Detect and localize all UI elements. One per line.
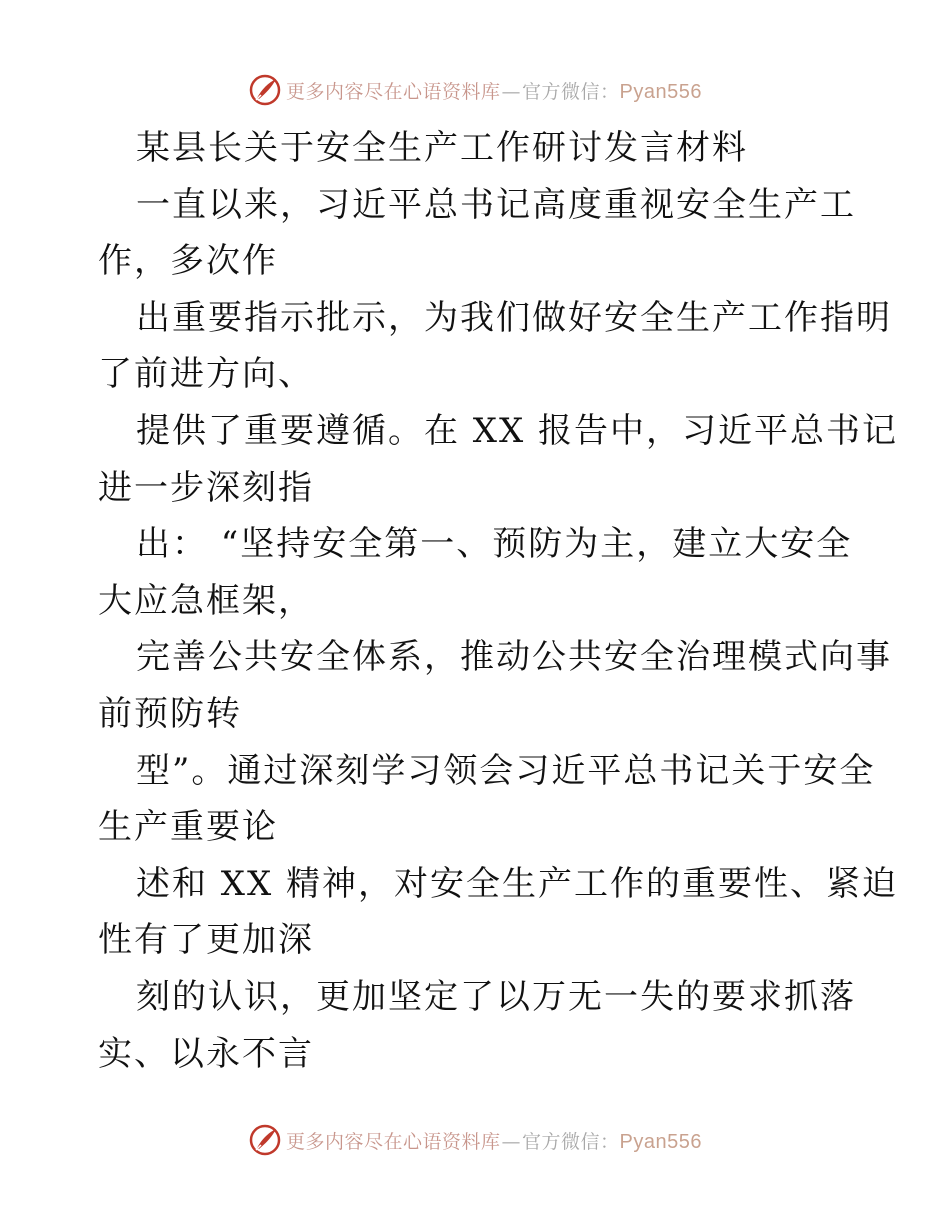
header-banner-separator: — [501,80,522,103]
document-line: 作，多次作 [98,241,278,282]
feather-pen-logo-icon [248,73,282,107]
document-line: 大应急框架， [98,580,314,621]
document-line: 完善公共安全体系，推动公共安全治理模式向事 [136,637,892,678]
footer-banner-separator: — [501,1130,522,1153]
feather-pen-logo-icon [248,1123,282,1157]
document-line: 前预防转 [98,693,242,734]
document-line: 了前进方向、 [98,354,314,395]
document-line: 述和 XX 精神，对安全生产工作的重要性、紧迫 [136,863,899,904]
header-wechat-label: 官方微信： [522,80,620,103]
document-line: 进一步深刻指 [98,467,314,508]
document-body [98,120,899,1082]
document-line: 实、以永不言 [98,1033,314,1074]
document-line: 提供了重要遵循。在 XX 报告中，习近平总书记 [136,410,899,451]
document-line: 型”。通过深刻学习领会习近平总书记关于安全 [136,750,876,791]
header-banner-text: 更多内容尽在心语资料库 [286,80,501,103]
document-line: 一直以来，习近平总书记高度重视安全生产工 [136,184,856,225]
footer-banner-text: 更多内容尽在心语资料库 [286,1130,501,1153]
header-banner [0,70,950,110]
document-line: 生产重要论 [98,807,278,848]
document-line: 出重要指示批示，为我们做好安全生产工作指明 [136,297,892,338]
header-wechat-id: Pyan556 [619,80,702,103]
document-line: 出： “坚持安全第一、预防为主，建立大安全 [136,524,853,565]
document-line: 性有了更加深 [98,920,314,961]
footer-wechat-label: 官方微信： [522,1130,620,1153]
document-line: 刻的认识，更加坚定了以万无一失的要求抓落 [136,976,856,1017]
footer-banner [0,1120,950,1160]
document-title-line: 某县长关于安全生产工作研讨发言材料 [136,128,748,168]
footer-wechat-id: Pyan556 [619,1130,702,1153]
